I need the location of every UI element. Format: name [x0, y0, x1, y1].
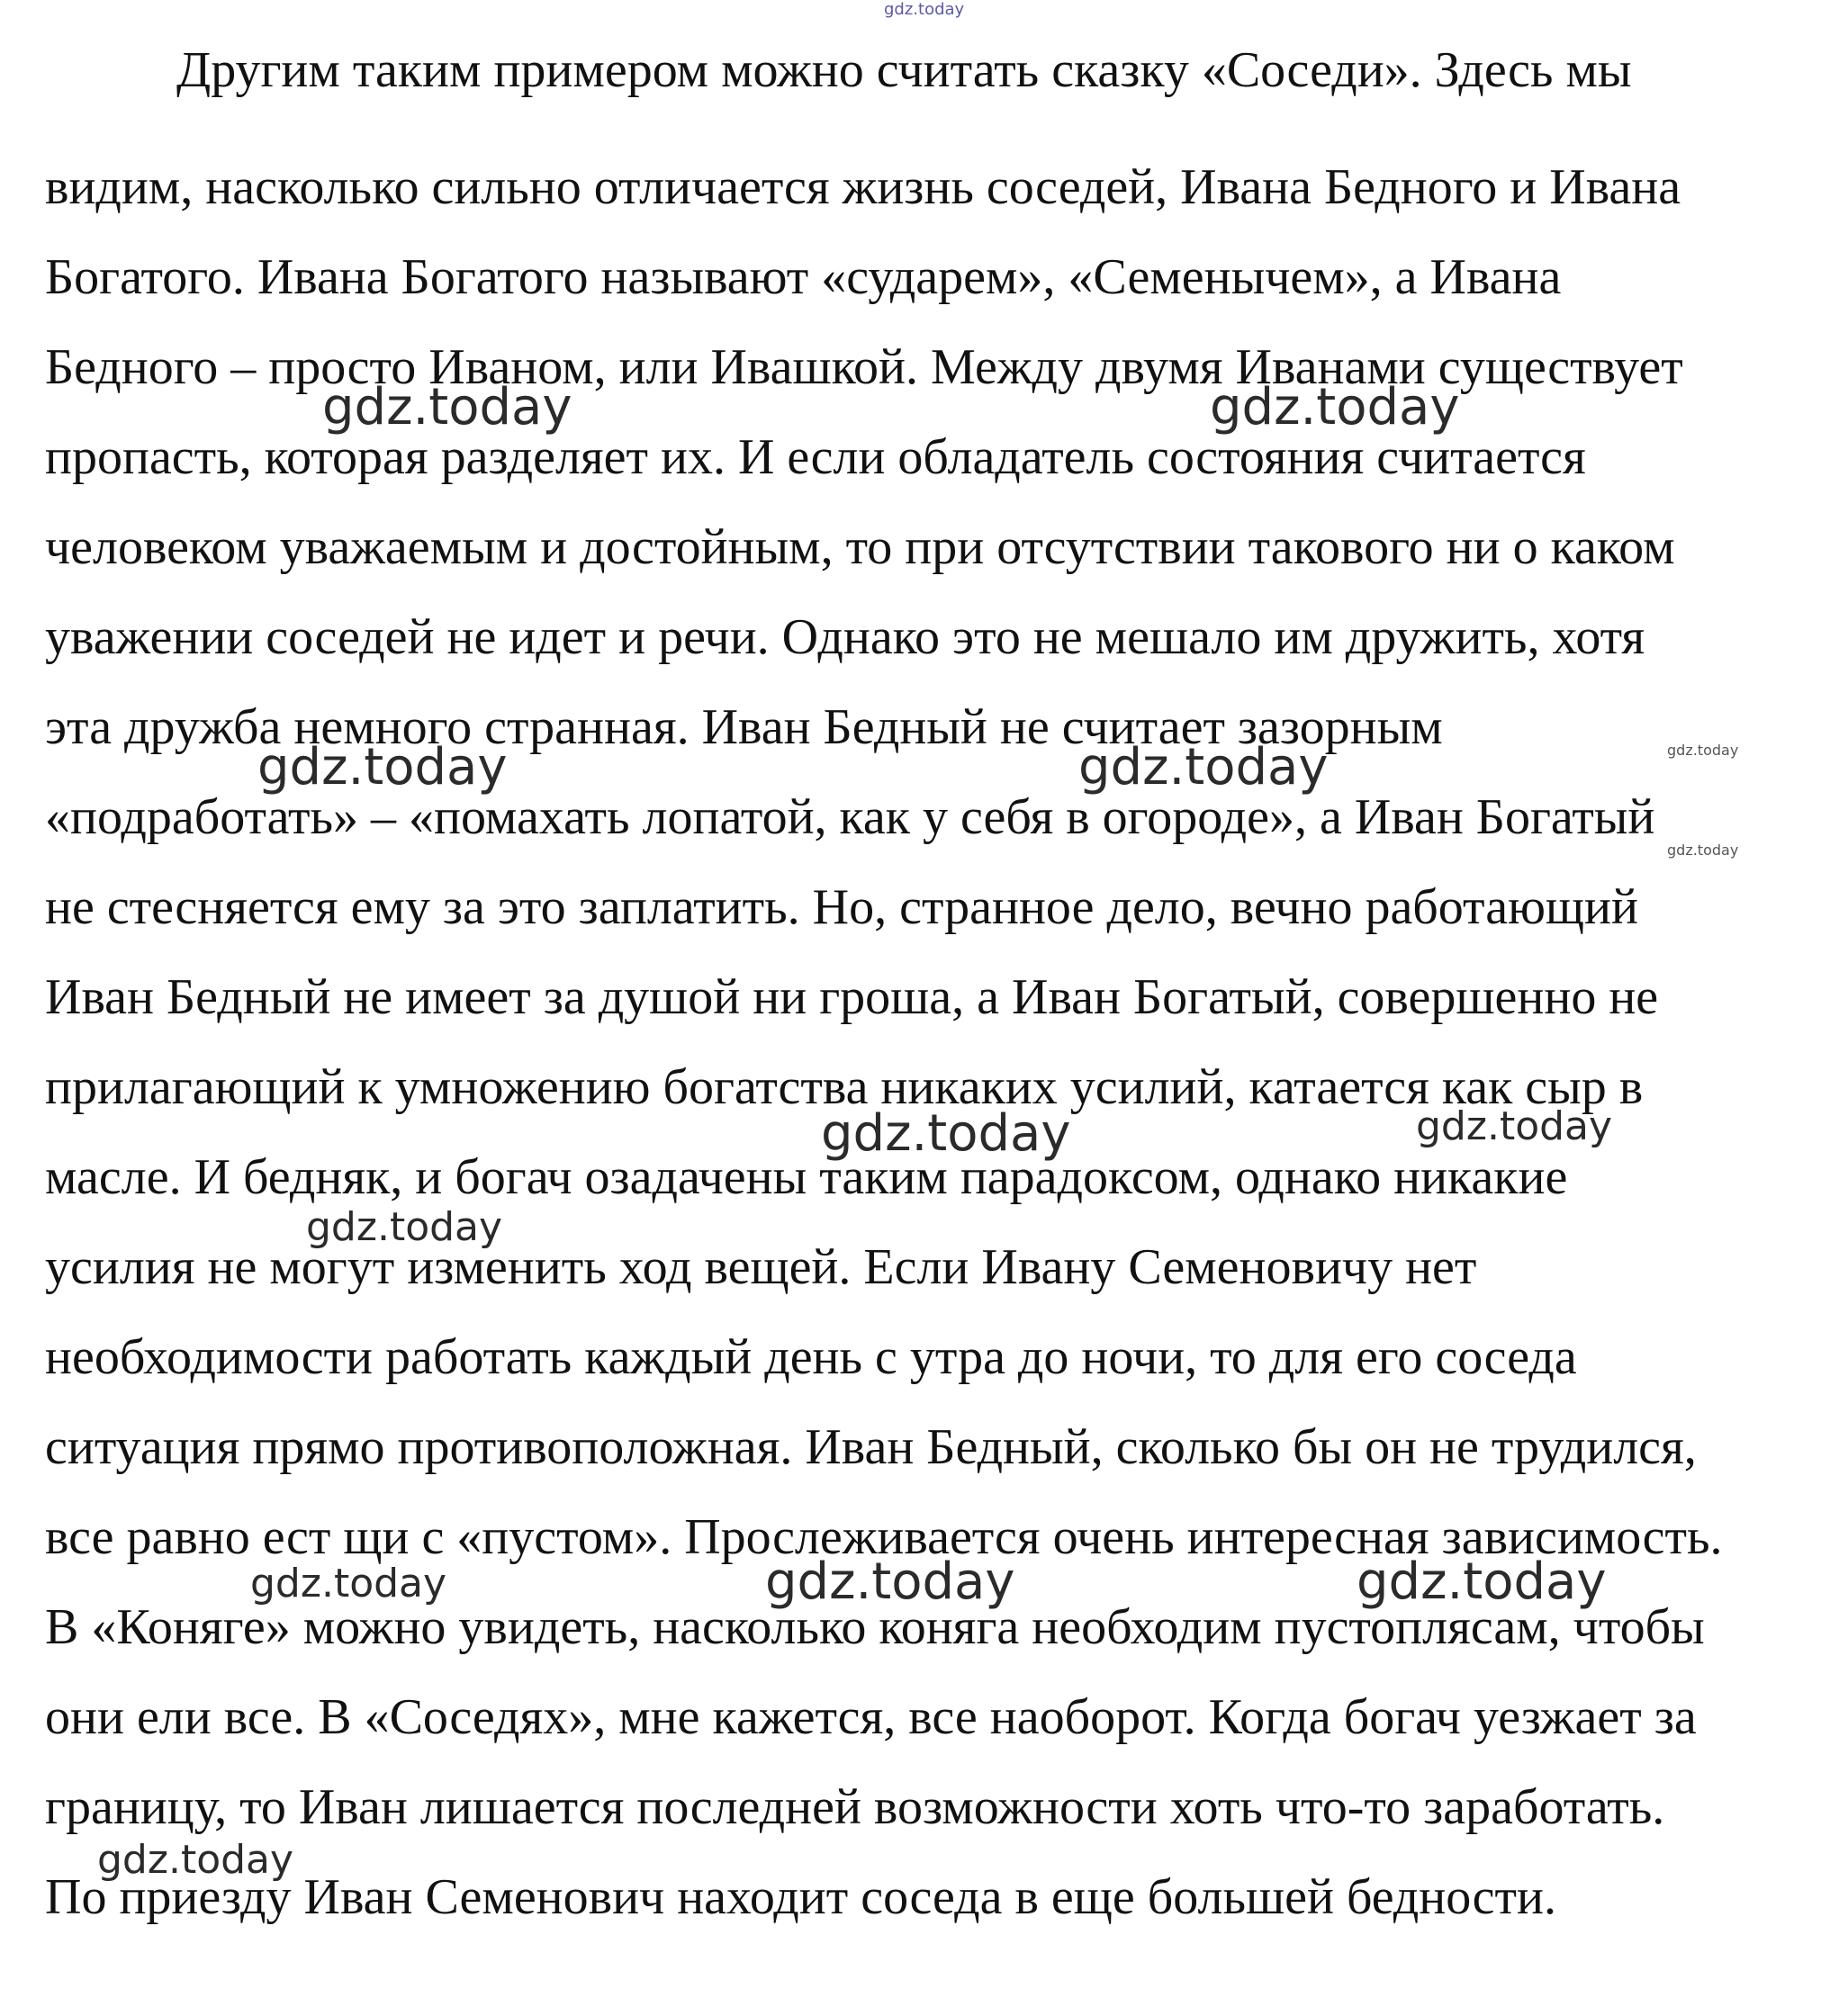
- watermark-small: gdz.today: [1667, 742, 1739, 759]
- watermark: gdz.today: [1357, 1552, 1607, 1611]
- paragraph-line-21: По приезду Иван Семенович находит соседа в еще большей бедности.: [45, 1869, 1556, 1925]
- paragraph-line-3: Богатого. Ивана Богатого называют «сударем», «Семенычем», а Ивана: [45, 249, 1562, 305]
- paragraph-line-4: Бедного – просто Иваном, или Ивашкой. Между двумя Иванами существует: [45, 339, 1683, 395]
- watermark-small: gdz.today: [1667, 842, 1739, 859]
- paragraph-line-20: границу, то Иван лишается последней возможности хоть что-то заработать.: [45, 1779, 1665, 1835]
- paragraph-line-18: В «Коняге» можно увидеть, насколько коняга необходим пустоплясам, чтобы: [45, 1599, 1705, 1655]
- watermark: gdz.today: [257, 738, 508, 796]
- watermark: gdz.today: [765, 1552, 1015, 1611]
- paragraph-line-9: «подработать» – «помахать лопатой, как у себя в огороде», а Иван Богатый: [45, 789, 1655, 845]
- paragraph-line-17: все равно ест щи с «пустом». Прослеживается очень интересная зависимость.: [45, 1509, 1723, 1565]
- paragraph-line-8: эта дружба немного странная. Иван Бедный не считает зазорным: [45, 699, 1443, 755]
- paragraph-line-2: видим, насколько сильно отличается жизнь соседей, Ивана Бедного и Ивана: [45, 159, 1681, 215]
- paragraph-line-13: масле. И бедняк, и богач озадачены таким парадоксом, однако никакие: [45, 1149, 1568, 1205]
- watermark: gdz.today: [97, 1837, 294, 1883]
- paragraph-line-1: Другим таким примером можно считать сказку «Соседи». Здесь мы: [176, 42, 1632, 98]
- watermark: gdz.today: [821, 1104, 1071, 1163]
- paragraph-line-16: ситуация прямо противоположная. Иван Бедный, сколько бы он не трудился,: [45, 1419, 1697, 1475]
- watermark: gdz.today: [1416, 1103, 1613, 1149]
- paragraph-line-10: не стесняется ему за это заплатить. Но, странное дело, вечно работающий: [45, 879, 1638, 935]
- paragraph-line-14: усилия не могут изменить ход вещей. Если Ивану Семеновичу нет: [45, 1239, 1477, 1295]
- paragraph-line-5: пропасть, которая разделяет их. И если обладатель состояния считается: [45, 429, 1586, 485]
- watermark: gdz.today: [250, 1561, 447, 1606]
- paragraph-line-15: необходимости работать каждый день с утра до ночи, то для его соседа: [45, 1329, 1577, 1385]
- watermark: gdz.today: [306, 1204, 503, 1250]
- paragraph-line-11: Иван Бедный не имеет за душой ни гроша, а Иван Богатый, совершенно не: [45, 969, 1659, 1025]
- paragraph-line-19: они ели все. В «Соседях», мне кажется, все наоборот. Когда богач уезжает за: [45, 1689, 1697, 1745]
- watermark-top: gdz.today: [884, 0, 965, 19]
- watermark: gdz.today: [322, 378, 572, 436]
- watermark: gdz.today: [1078, 738, 1329, 796]
- paragraph-line-12: прилагающий к умножению богатства никаких усилий, катается как сыр в: [45, 1059, 1644, 1115]
- paragraph-line-6: человеком уважаемым и достойным, то при отсутствии такового ни о каком: [45, 519, 1675, 575]
- watermark: gdz.today: [1210, 378, 1460, 436]
- paragraph-line-7: уважении соседей не идет и речи. Однако это не мешало им дружить, хотя: [45, 609, 1645, 665]
